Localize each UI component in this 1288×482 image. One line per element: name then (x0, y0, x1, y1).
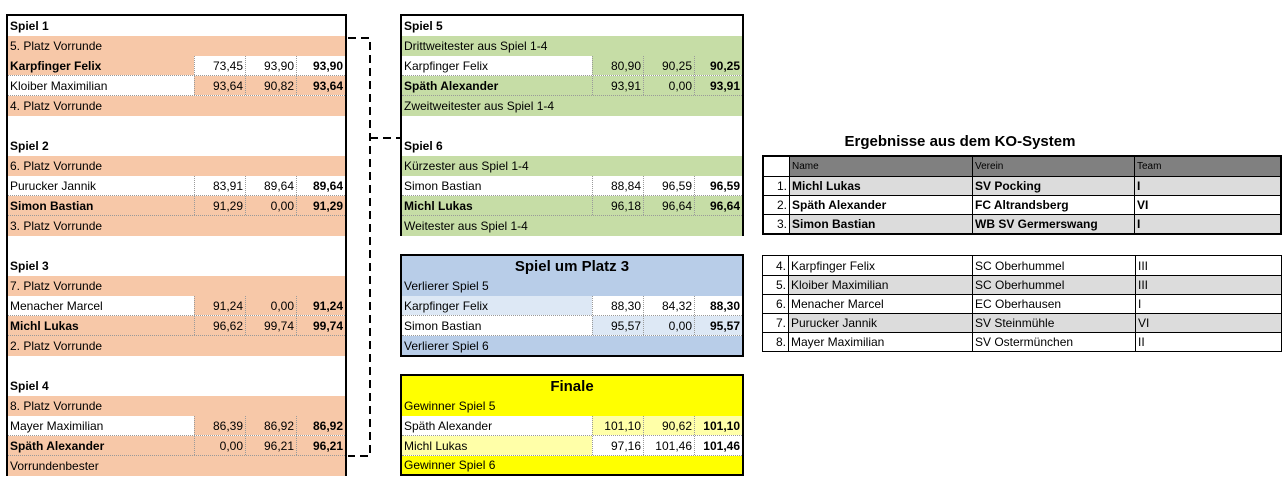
final-slot-b (402, 456, 742, 474)
score-2: 0,00 (643, 316, 694, 335)
score-1: 0,00 (194, 436, 245, 455)
result-club: SV Steinmühle (973, 314, 1136, 332)
rank: 8. (763, 333, 789, 351)
p3-slot-b (402, 336, 742, 355)
rank: 2. (764, 196, 790, 214)
result-team: III (1138, 278, 1149, 292)
game6-row-1 (402, 176, 742, 196)
game2-row-1 (8, 176, 345, 196)
player-name: Karpfinger Felix (402, 296, 592, 315)
result-team: III (1138, 258, 1149, 273)
score-1: 80,90 (592, 56, 643, 75)
header-rank-cell (764, 157, 790, 176)
header-club: Verein (973, 157, 1135, 176)
player-name: Späth Alexander (404, 418, 493, 433)
game6-slot-a (402, 156, 742, 176)
result-club: SV Pocking (973, 177, 1135, 195)
player-name: Karpfinger Felix (404, 58, 489, 73)
final-row-1 (402, 416, 742, 436)
result-row (763, 294, 1281, 313)
game6-slot-b (402, 216, 742, 236)
rank: 3. (764, 215, 790, 233)
game1-row-2 (8, 76, 345, 96)
result-club: SV Ostermünchen (973, 333, 1136, 351)
result-team: II (1138, 335, 1145, 349)
game2-slot-a (8, 156, 345, 176)
p3-row-2 (402, 316, 742, 336)
p3-row-1 (402, 296, 742, 316)
score-1: 83,91 (194, 176, 245, 195)
final-slot-a-label: Gewinner Spiel 5 (404, 399, 496, 413)
game1-slot-a-label: 5. Platz Vorrunde (10, 39, 103, 53)
result-club: WB SV Germerswang (973, 215, 1135, 233)
results-header-row (764, 157, 1280, 176)
left-bracket (6, 14, 347, 476)
result-team: I (1137, 217, 1141, 231)
score-2: 99,74 (245, 316, 296, 335)
game6-title-row (402, 136, 742, 156)
score-2: 90,25 (643, 56, 694, 75)
result-row (763, 275, 1281, 294)
score-2: 84,32 (643, 296, 694, 315)
final-title-row (402, 376, 742, 396)
header-team: Team (1135, 157, 1280, 176)
result-row (763, 332, 1281, 351)
player-name: Purucker Jannik (10, 178, 97, 193)
game4-slot-b (8, 456, 345, 476)
score-1: 88,84 (592, 176, 643, 195)
result-team: I (1137, 179, 1141, 193)
score-2: 96,59 (643, 176, 694, 195)
game1-title: Spiel 1 (10, 19, 49, 33)
game2-slot-b-label: 3. Platz Vorrunde (10, 219, 103, 233)
result-name: Simon Bastian (790, 215, 973, 233)
score-total: 91,29 (296, 196, 345, 215)
result-name: Kloiber Maximilian (789, 276, 973, 294)
results-rest-table (762, 255, 1282, 352)
score-1: 91,29 (194, 196, 245, 215)
score-total: 93,91 (694, 76, 742, 95)
game4-row-1 (8, 416, 345, 436)
score-total: 96,64 (694, 196, 742, 215)
score-1: 91,24 (194, 296, 245, 315)
player-name: Menacher Marcel (10, 298, 103, 313)
game1-slot-b (8, 96, 345, 116)
p3-slot-b-label: Verlierer Spiel 6 (404, 338, 489, 353)
score-total: 101,46 (694, 436, 742, 455)
score-total: 86,92 (296, 416, 345, 435)
game4-row-2 (8, 436, 345, 456)
player-name: Späth Alexander (404, 78, 499, 93)
score-2: 96,21 (245, 436, 296, 455)
score-2: 89,64 (245, 176, 296, 195)
game5-title-row (402, 16, 742, 36)
score-1: 93,64 (194, 76, 245, 95)
third-place-match (400, 254, 744, 357)
game4-title: Spiel 4 (10, 379, 49, 393)
game2-row-2 (8, 196, 345, 216)
results-top-table (762, 155, 1282, 235)
game5-slot-b-label: Zweitweitester aus Spiel 1-4 (404, 99, 555, 113)
result-row (763, 313, 1281, 332)
semifinal-bracket (400, 14, 744, 236)
score-total: 88,30 (694, 296, 742, 315)
score-1: 88,30 (592, 296, 643, 315)
result-club: FC Altrandsberg (973, 196, 1135, 214)
final-match (400, 374, 744, 476)
game5-slot-a-label: Drittweitester aus Spiel 1-4 (404, 39, 548, 53)
player-name: Mayer Maximilian (10, 418, 104, 433)
rank: 4. (763, 256, 789, 275)
game1-row-1 (8, 56, 345, 76)
result-club: EC Oberhausen (973, 295, 1136, 313)
game2-title: Spiel 2 (10, 139, 49, 153)
score-total: 101,10 (694, 416, 742, 435)
result-club: SC Oberhummel (973, 256, 1136, 275)
game3-title: Spiel 3 (10, 259, 49, 273)
player-name: Simon Bastian (404, 318, 482, 333)
game5-slot-b (402, 96, 742, 116)
score-total: 90,25 (694, 56, 742, 75)
score-1: 95,57 (592, 316, 643, 335)
result-team: VI (1138, 316, 1150, 330)
score-2: 86,92 (245, 416, 296, 435)
score-2: 96,64 (643, 196, 694, 215)
rank: 7. (763, 314, 789, 332)
final-slot-a (402, 396, 742, 416)
game3-title-row (8, 256, 345, 276)
rank: 5. (763, 276, 789, 294)
result-name: Späth Alexander (790, 196, 973, 214)
game1-title-row (8, 16, 345, 36)
game3-slot-b-label: 2. Platz Vorrunde (10, 339, 103, 353)
game4-title-row (8, 376, 345, 396)
player-name: Karpfinger Felix (8, 56, 194, 75)
score-2: 90,62 (643, 416, 694, 435)
result-name: Purucker Jannik (789, 314, 973, 332)
game4-slot-b-label: Vorrundenbester (10, 459, 99, 473)
game3-slot-b (8, 336, 345, 356)
game5-row-1 (402, 56, 742, 76)
game6-row-2 (402, 196, 742, 216)
score-1: 96,18 (592, 196, 643, 215)
score-total: 93,90 (296, 56, 345, 75)
score-2: 0,00 (245, 296, 296, 315)
header-name: Name (790, 157, 973, 176)
result-club: SC Oberhummel (973, 276, 1136, 294)
p3-slot-a (402, 276, 742, 296)
result-name: Mayer Maximilian (789, 333, 973, 351)
score-total: 96,59 (694, 176, 742, 195)
p3-title-row (402, 256, 742, 276)
game6-slot-b-label: Weitester aus Spiel 1-4 (404, 219, 528, 233)
game5-slot-a (402, 36, 742, 56)
game2-title-row (8, 136, 345, 156)
game4-slot-a-label: 8. Platz Vorrunde (10, 399, 103, 413)
player-name: Michl Lukas (404, 198, 473, 213)
final-title: Finale (550, 377, 594, 395)
game1-slot-a (8, 36, 345, 56)
rank: 1. (764, 177, 790, 195)
score-1: 93,91 (592, 76, 643, 95)
p3-title: Spiel um Platz 3 (514, 257, 630, 275)
score-1: 73,45 (194, 56, 245, 75)
game3-row-2 (8, 316, 345, 336)
final-row-2 (402, 436, 742, 456)
player-name: Michl Lukas (402, 436, 592, 455)
player-name: Kloiber Maximilian (10, 78, 108, 93)
score-total: 89,64 (296, 176, 345, 195)
score-1: 86,39 (194, 416, 245, 435)
game3-slot-a-label: 7. Platz Vorrunde (10, 279, 103, 293)
score-2: 101,46 (643, 436, 694, 455)
player-name: Simon Bastian (404, 178, 482, 193)
result-team: I (1138, 297, 1142, 311)
score-total: 91,24 (296, 296, 345, 315)
score-1: 97,16 (592, 436, 643, 455)
result-name: Menacher Marcel (789, 295, 973, 313)
game2-slot-a-label: 6. Platz Vorrunde (10, 159, 103, 173)
score-total: 93,64 (296, 76, 345, 95)
result-row (763, 256, 1281, 275)
rank: 6. (763, 295, 789, 313)
game3-row-1 (8, 296, 345, 316)
game4-slot-a (8, 396, 345, 416)
result-name: Karpfinger Felix (789, 256, 973, 275)
player-name: Simon Bastian (10, 198, 94, 213)
result-team: VI (1137, 198, 1149, 212)
score-1: 101,10 (592, 416, 643, 435)
result-row (764, 195, 1280, 214)
player-name: Michl Lukas (10, 318, 79, 333)
game3-slot-a (8, 276, 345, 296)
score-2: 0,00 (643, 76, 694, 95)
game1-slot-b-label: 4. Platz Vorrunde (10, 99, 103, 113)
result-row (764, 214, 1280, 233)
game5-title: Spiel 5 (404, 19, 443, 33)
game2-slot-b (8, 216, 345, 236)
game5-row-2 (402, 76, 742, 96)
game6-title: Spiel 6 (404, 139, 443, 153)
score-total: 95,57 (694, 316, 742, 335)
score-total: 99,74 (296, 316, 345, 335)
bracket-connector (346, 30, 402, 462)
final-slot-b-label: Gewinner Spiel 6 (404, 458, 496, 472)
result-name: Michl Lukas (790, 177, 973, 195)
score-2: 93,90 (245, 56, 296, 75)
player-name: Späth Alexander (10, 438, 105, 453)
score-2: 90,82 (245, 76, 296, 95)
game6-slot-a-label: Kürzester aus Spiel 1-4 (404, 159, 529, 173)
score-total: 96,21 (296, 436, 345, 455)
results-title: Ergebnisse aus dem KO-System (844, 133, 1076, 150)
p3-slot-a-label: Verlierer Spiel 5 (404, 279, 489, 293)
result-row (764, 176, 1280, 195)
score-1: 96,62 (194, 316, 245, 335)
score-2: 0,00 (245, 196, 296, 215)
